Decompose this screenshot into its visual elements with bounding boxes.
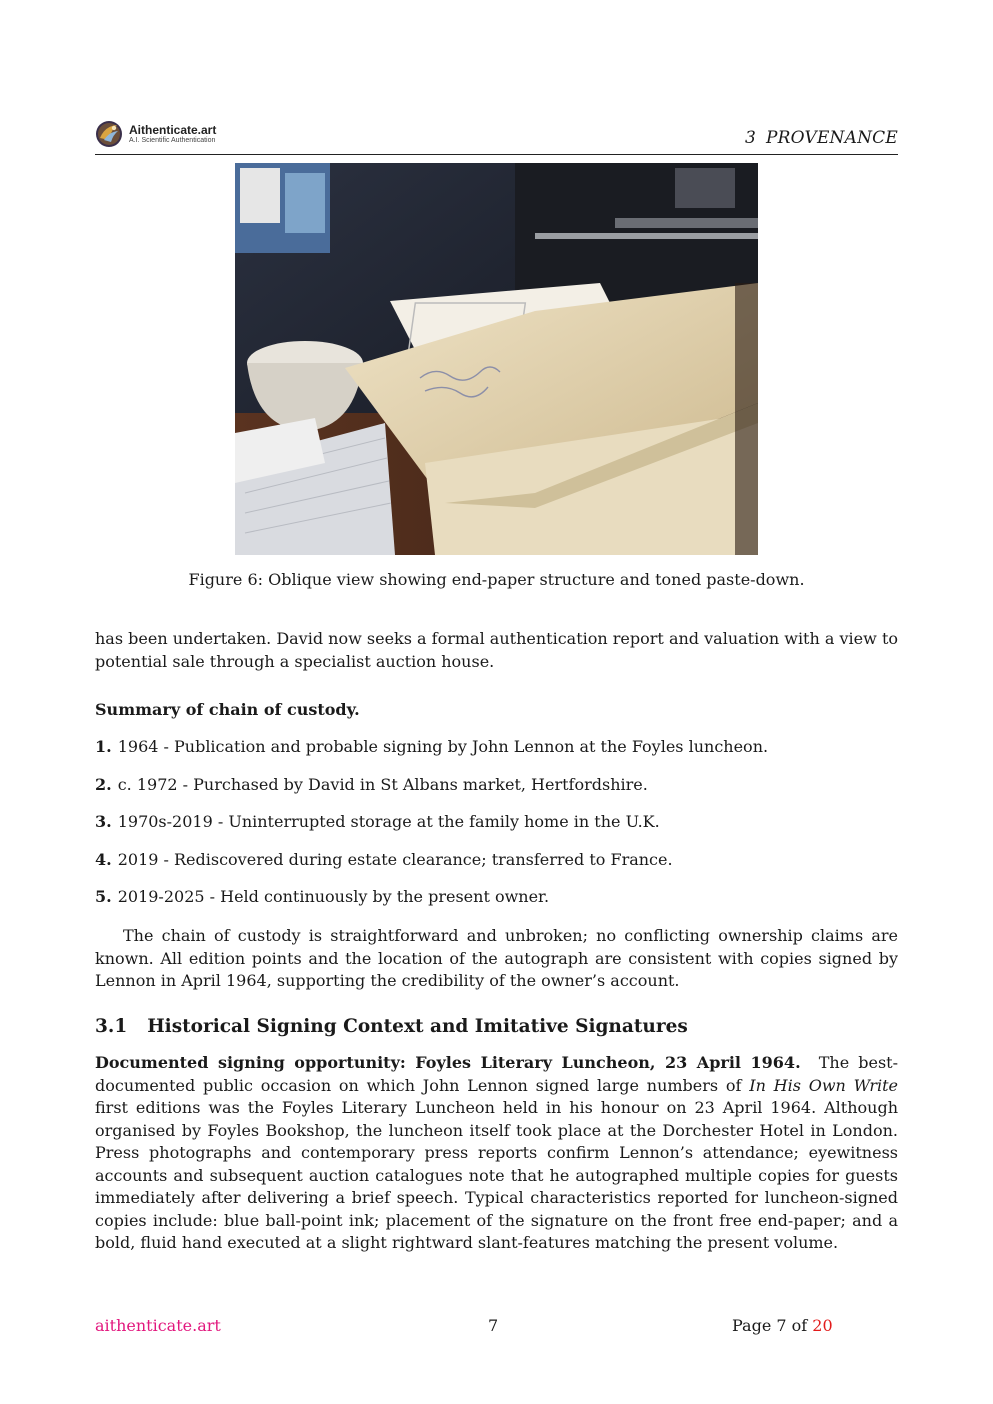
list-number: 4. bbox=[95, 850, 112, 869]
summary-heading: Summary of chain of custody. bbox=[95, 700, 360, 719]
page-total-link[interactable]: 20 bbox=[812, 1316, 833, 1335]
paragraph-text: first editions was the Foyles Literary Luncheon held in his honour on 23 April 1964. Although organised by Foyles Bookshop, the luncheon itself took place at the Dorchester Hotel in London. Press photographs and contemporary press reports confirm Lennon’s attendance; eyewitness accounts and subsequent auction catalogues note that he autographed multiple copies for guests immediately after delivering a brief speech. Typical characteristics reported for luncheon-signed copies include: blue ball-point ink; placement of the signature on the front free end-paper; and a bold, fluid hand executed at a slight rightward slant-features matching the present volume. bbox=[95, 1098, 898, 1252]
logo bbox=[95, 120, 216, 148]
footer-page-number: 7 bbox=[488, 1316, 499, 1335]
page-label: Page 7 of bbox=[732, 1316, 808, 1335]
list-text: 2019-2025 - Held continuously by the present owner. bbox=[117, 887, 550, 906]
list-item bbox=[95, 812, 660, 831]
list-item bbox=[95, 887, 549, 906]
logo-icon bbox=[95, 120, 123, 148]
book-endpaper-photo bbox=[235, 163, 758, 555]
subsection-title: Historical Signing Context and Imitative Signatures bbox=[147, 1016, 688, 1037]
list-text: 1964 - Publication and probable signing by John Lennon at the Foyles luncheon. bbox=[117, 737, 769, 756]
page-header bbox=[95, 118, 898, 155]
paragraph-text: The best-documented public occasion on which John Lennon signed large numbers of bbox=[95, 1053, 899, 1095]
footer-site-link[interactable]: aithenticate.art bbox=[95, 1316, 221, 1335]
paragraph-signing-context bbox=[95, 1052, 898, 1255]
list-text: c. 1972 - Purchased by David in St Albans market, Hertfordshire. bbox=[117, 775, 648, 794]
section-title: PROVENANCE bbox=[765, 128, 898, 148]
figure-caption: Figure 6: Oblique view showing end-paper structure and toned paste-down. bbox=[188, 570, 805, 589]
book-title: In His Own Write bbox=[749, 1075, 898, 1095]
paragraph-chain-of-custody: The chain of custody is straightforward and unbroken; no conflicting ownership claims are known. All edition points and the location of the autograph are consistent with copies signed by Lennon in April 1964, supporting the credibility of the owner’s account. bbox=[95, 926, 898, 990]
section-number: 3 bbox=[744, 128, 756, 148]
paragraph-lead: Documented signing opportunity: Foyles Literary Luncheon, 23 April 1964. bbox=[95, 1053, 801, 1072]
list-number: 5. bbox=[95, 887, 112, 906]
list-item bbox=[95, 737, 768, 756]
list-item bbox=[95, 850, 673, 869]
subsection-number: 3.1 bbox=[95, 1016, 128, 1037]
list-item bbox=[95, 775, 648, 794]
list-number: 2. bbox=[95, 775, 112, 794]
list-text: 2019 - Rediscovered during estate clearance; transferred to France. bbox=[117, 850, 673, 869]
paragraph-continuation: has been undertaken. David now seeks a formal authentication report and valuation with a view to potential sale through a specialist auction house. bbox=[95, 629, 898, 671]
list-number: 1. bbox=[95, 737, 112, 756]
figure-photo bbox=[235, 163, 758, 555]
running-section-title bbox=[745, 128, 898, 148]
footer-page-count bbox=[732, 1316, 833, 1335]
logo-name: Aithenticate.art bbox=[129, 123, 217, 137]
list-text: 1970s-2019 - Uninterrupted storage at the family home in the U.K. bbox=[117, 812, 660, 831]
logo-tagline: A.I. Scientific Authentication bbox=[129, 137, 216, 144]
list-number: 3. bbox=[95, 812, 112, 831]
subsection-heading bbox=[95, 1016, 688, 1037]
